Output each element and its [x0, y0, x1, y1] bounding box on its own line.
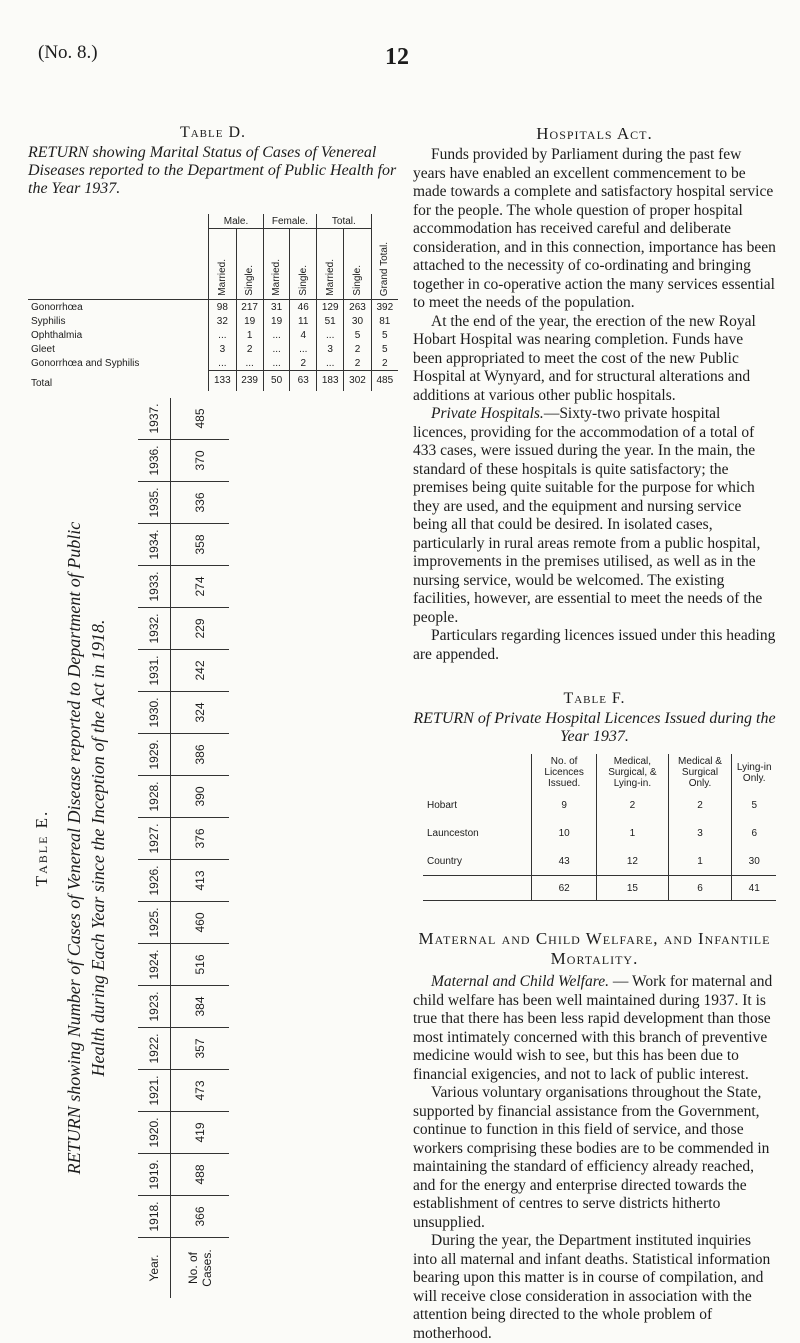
cell: 4	[290, 328, 317, 342]
cell: 15	[597, 876, 668, 901]
year-cell: 1918.	[138, 1196, 171, 1238]
cases-cell: 366	[171, 1196, 230, 1238]
cases-cell: 485	[171, 398, 230, 440]
subhead: Single.	[297, 265, 309, 296]
cell: 19	[236, 314, 263, 328]
table-f	[423, 754, 776, 901]
cases-cell: 473	[171, 1070, 230, 1112]
table-e-caption	[62, 368, 110, 1328]
cell: 239	[236, 371, 263, 391]
maternal-p1-text: — Work for maternal and child welfare has been well maintained during 1937. It is true that there has been less rapid development than those most intimately concerned with this branch of preventive medicine would wish to see, but this has been due to financial exigencies, and not to lack of public interest.	[413, 973, 773, 1083]
maternal-p1	[413, 973, 776, 1084]
cell: ...	[236, 356, 263, 371]
cell: 30	[344, 314, 371, 328]
subhead: Single.	[351, 265, 363, 296]
cases-cell: 390	[171, 776, 230, 818]
year-cell: 1926.	[138, 860, 171, 902]
cell: 302	[344, 371, 371, 391]
hospitals-p3	[413, 405, 776, 627]
year-cell: 1932.	[138, 608, 171, 650]
cell: 2	[290, 356, 317, 371]
cell: 50	[263, 371, 290, 391]
cases-label: No. of Cases.	[171, 1238, 230, 1299]
cases-cell: 370	[171, 440, 230, 482]
series-label: (No. 8.)	[38, 42, 98, 63]
cell: 43	[532, 847, 597, 876]
year-cell: 1930.	[138, 692, 171, 734]
year-cell: 1922.	[138, 1028, 171, 1070]
table-e-caption-line2: Health during Each Year since the Inception of the Act in 1918.	[88, 619, 108, 1077]
cases-cell: 274	[171, 566, 230, 608]
cell: 1	[236, 328, 263, 342]
table-row	[28, 328, 398, 342]
table-row	[28, 314, 398, 328]
year-cell: 1925.	[138, 902, 171, 944]
cell: 63	[290, 371, 317, 391]
cell: 217	[236, 300, 263, 315]
cell: ...	[290, 342, 317, 356]
subhead: Single.	[244, 265, 256, 296]
table-d	[28, 214, 398, 391]
year-cell: 1921.	[138, 1070, 171, 1112]
table-total-row	[423, 876, 776, 901]
subhead: Married.	[324, 259, 336, 296]
table-row	[28, 300, 398, 315]
right-column	[413, 124, 776, 1343]
cases-cell: 229	[171, 608, 230, 650]
cell: 32	[209, 314, 236, 328]
cell: 2	[668, 791, 732, 819]
table-f-label: Table F.	[563, 690, 626, 707]
row-label: Country	[427, 855, 463, 867]
cell: 10	[532, 819, 597, 847]
table-row	[423, 819, 776, 847]
cases-cell: 336	[171, 482, 230, 524]
row-label: Ophthalmia	[31, 329, 83, 341]
row-label: Syphilis	[31, 315, 66, 327]
hospitals-p4: Particulars regarding licences issued under this heading are appended.	[413, 627, 776, 663]
group-female: Female.	[263, 214, 316, 229]
cell: 129	[317, 300, 344, 315]
hospitals-title: Hospitals Act.	[536, 124, 653, 143]
cell: ...	[209, 356, 236, 371]
cell: 5	[732, 791, 776, 819]
col-header: No. of Licences Issued.	[532, 754, 597, 791]
cell: 62	[532, 876, 597, 901]
row-label: Hobart	[427, 799, 458, 811]
row-label: Gonorrhœa and Syphilis	[31, 357, 140, 369]
cell: 263	[344, 300, 371, 315]
cases-cell: 516	[171, 944, 230, 986]
cell: 2	[597, 791, 668, 819]
cell: 51	[317, 314, 344, 328]
cell: 3	[317, 342, 344, 356]
row-label: Launceston	[427, 827, 479, 839]
cell: 1	[668, 847, 732, 876]
cell: 3	[668, 819, 732, 847]
cell: ...	[263, 356, 290, 371]
col-header: Medical & Surgical Only.	[668, 754, 732, 791]
cell: 485	[371, 371, 398, 391]
cell: ...	[209, 328, 236, 342]
cell: 2	[344, 342, 371, 356]
cell: 5	[371, 328, 398, 342]
group-total: Total.	[317, 214, 372, 229]
cell: 5	[344, 328, 371, 342]
hospitals-p1: Funds provided by Parliament during the past few years have enabled an excellent commencement to be made towards a complete and satisfactory hospital service for the people. The whole question of proper hospital accommodation has received careful and deliberate consideration, and in this connection, importance has been attached to the necessity of co-ordinating and bringing together in co-operative action the many services essential to meet the needs of the population.	[413, 146, 776, 311]
row-label: Gleet	[31, 343, 55, 355]
table-row	[423, 791, 776, 819]
year-cell: 1936.	[138, 440, 171, 482]
cell: 2	[236, 342, 263, 356]
cell: 46	[290, 300, 317, 315]
cell: 30	[732, 847, 776, 876]
subhead: Married.	[271, 259, 283, 296]
cell: ...	[317, 356, 344, 371]
cell: 392	[371, 300, 398, 315]
cell: 1	[597, 819, 668, 847]
cases-cell: 488	[171, 1154, 230, 1196]
hospitals-p2: At the end of the year, the erection of the new Royal Hobart Hospital was nearing completion. Funds have been appropriated to meet the cost of the new Public Hospital at Wynyard, and for structural alterations and additions at various other public hospitals.	[413, 312, 756, 404]
table-e	[138, 398, 229, 1298]
year-cell: 1935.	[138, 482, 171, 524]
cell: 12	[597, 847, 668, 876]
page-number: 12	[385, 44, 409, 70]
col-header: Lying-in Only.	[732, 754, 776, 791]
cases-cell: 413	[171, 860, 230, 902]
subhead: Married.	[216, 259, 228, 296]
maternal-lead: Maternal and Child Welfare.	[431, 973, 609, 990]
year-cell: 1928.	[138, 776, 171, 818]
table-e-caption-line1: RETURN showing Number of Cases of Venereal Disease reported to Department of Public	[64, 521, 84, 1175]
cell: ...	[263, 342, 290, 356]
cell: 183	[317, 371, 344, 391]
cell: ...	[263, 328, 290, 342]
cell: ...	[317, 328, 344, 342]
subhead: Grand Total.	[379, 241, 391, 296]
year-cell: 1919.	[138, 1154, 171, 1196]
cases-cell: 376	[171, 818, 230, 860]
group-male: Male.	[209, 214, 264, 229]
maternal-p2: Various voluntary organisations throughout the State, supported by financial assistance from the Government, continue to function in this field of service, and those workers comprising these bodies are to be commended in maintaining the standard of efficiency already reached, and for the energy and enterprise directed towards the establishment of centres to serve districts hitherto unsupplied.	[413, 1084, 770, 1231]
table-d-caption: RETURN showing Marital Status of Cases of Venereal Diseases reported to the Department of Public Health for the Year 1937.	[28, 144, 397, 197]
cell: 133	[209, 371, 236, 391]
cell: 2	[344, 356, 371, 371]
cases-cell: 419	[171, 1112, 230, 1154]
cell: 19	[263, 314, 290, 328]
cell: 5	[371, 342, 398, 356]
maternal-title: Maternal and Child Welfare, and Infantile Mortality.	[418, 929, 771, 968]
cases-cell: 324	[171, 692, 230, 734]
year-label: Year.	[147, 1254, 161, 1282]
table-row	[423, 847, 776, 876]
cases-cell: 358	[171, 524, 230, 566]
cell: 41	[732, 876, 776, 901]
cell: 81	[371, 314, 398, 328]
row-label: Gonorrhœa	[28, 300, 209, 315]
row-label: Total	[31, 378, 53, 389]
hospitals-p3-text: —Sixty-two private hospital licences, providing for the accommodation of a total of 433 cases, were issued during the year. In the main, the standard of these hospitals is quite satisfactory; the premises being quite suitable for the purpose for which they are used, and the equipment and nursing service being all that could be desired. In isolated cases, particularly in rural areas remote from a public hospital, improvements in the premises utilised, as well as in the nursing service, would be welcomed. The existing facilities, however, are essential to meet the needs of the people.	[413, 405, 763, 626]
table-d-section	[28, 124, 398, 389]
cases-cell: 357	[171, 1028, 230, 1070]
table-row	[28, 342, 398, 356]
year-cell: 1927.	[138, 818, 171, 860]
year-cell: 1923.	[138, 986, 171, 1028]
cases-cell: 384	[171, 986, 230, 1028]
year-cell: 1924.	[138, 944, 171, 986]
table-e-label: Table E.	[32, 809, 51, 887]
cell: 3	[209, 342, 236, 356]
cell: 2	[371, 356, 398, 371]
cell: 11	[290, 314, 317, 328]
table-d-label: Table D.	[179, 124, 247, 141]
cases-cell: 460	[171, 902, 230, 944]
maternal-p3: During the year, the Department instituted inquiries into all maternal and infant deaths. Statistical information bearing upon this matter is in course of compilation, and will receive close consideration in association with the attention being directed to the whole problem of motherhood.	[413, 1232, 771, 1342]
cell: 9	[532, 791, 597, 819]
year-cell: 1933.	[138, 566, 171, 608]
cell: 6	[732, 819, 776, 847]
cases-cell: 242	[171, 650, 230, 692]
year-cell: 1920.	[138, 1112, 171, 1154]
cell: 6	[668, 876, 732, 901]
cases-cell: 386	[171, 734, 230, 776]
year-cell: 1931.	[138, 650, 171, 692]
year-cell: 1934.	[138, 524, 171, 566]
table-f-caption: RETURN of Private Hospital Licences Issued during the Year 1937.	[413, 710, 776, 745]
col-header: Medical, Surgical, & Lying-in.	[597, 754, 668, 791]
year-cell: 1937.	[138, 398, 171, 440]
private-hospitals-lead: Private Hospitals.	[431, 405, 544, 422]
year-cell: 1929.	[138, 734, 171, 776]
cell: 31	[263, 300, 290, 315]
table-e-section	[28, 368, 398, 1328]
cell: 98	[209, 300, 236, 315]
